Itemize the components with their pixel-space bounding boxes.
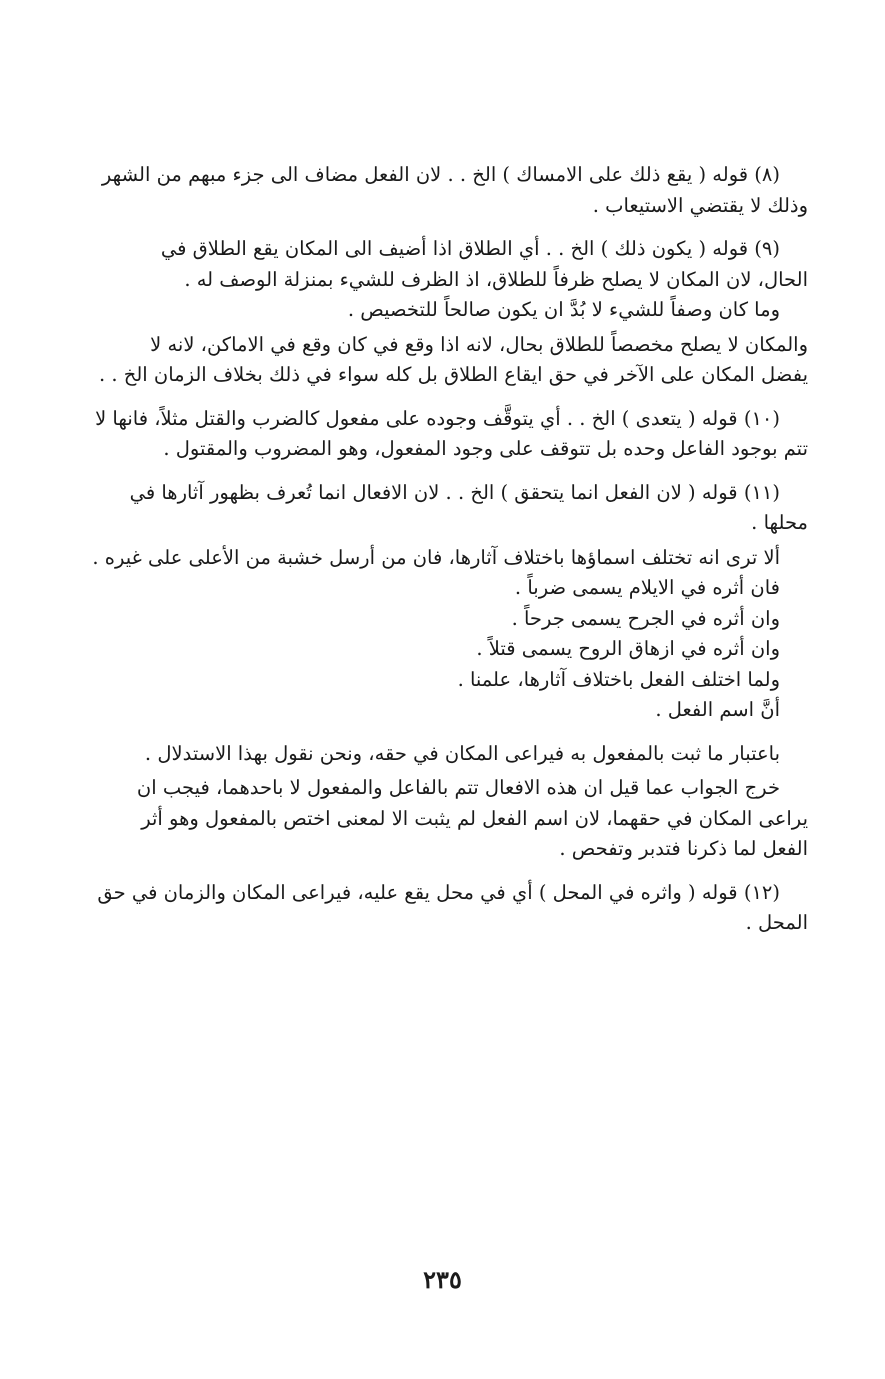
- text-line: والمكان لا يصلح مخصصاً للطلاق بحال، لانه اذا وقع في كان وقع في الاماكن، لانه لا: [150, 332, 808, 356]
- text-line: (١١) قوله ( لان الفعل انما يتحقق ) الخ . . لان الافعال انما تُعرف بظهور آثارها في: [129, 480, 780, 504]
- note-11-continuation-2: [118, 773, 808, 865]
- note-10: [95, 404, 808, 465]
- text-line: وان أثره في ازهاق الروح يسمى قتلاً .: [476, 637, 780, 660]
- text-line: الفعل لما ذكرنا فتدبر وتفحص .: [559, 837, 808, 860]
- note-11-examples: [92, 543, 808, 726]
- note-9-continuation: [98, 330, 808, 391]
- note-12: [97, 878, 808, 939]
- text-line: (٩) قوله ( يكون ذلك ) الخ . . أي الطلاق اذا أضيف الى المكان يقع الطلاق في: [160, 237, 780, 260]
- page-number: ٢٣٥: [423, 1265, 462, 1294]
- page-body: [92, 160, 808, 952]
- text-line: (١٠) قوله ( يتعدى ) الخ . . أي يتوقَّف وجوده على مفعول كالضرب والقتل مثلاً، فانها لا: [95, 406, 780, 430]
- note-9: [118, 234, 808, 326]
- note-11: [118, 478, 808, 539]
- text-line: فان أثره في الايلام يسمى ضرباً .: [514, 576, 780, 599]
- text-line: (١٢) قوله ( واثره في المحل ) أي في محل يقع عليه، فيراعى المكان والزمان في حق: [97, 880, 780, 904]
- text-line: محلها .: [751, 511, 808, 534]
- text-line: ولما اختلف الفعل باختلاف آثارها، علمنا .: [457, 667, 780, 691]
- text-line: خرج الجواب عما قيل ان هذه الافعال تتم بالفاعل والمفعول لا باحدهما، فيجب ان: [136, 776, 780, 799]
- text-line: وان أثره في الجرح يسمى جرحاً .: [511, 606, 780, 630]
- note-8: [101, 160, 808, 221]
- text-line: المحل .: [745, 911, 808, 934]
- text-line: يراعى المكان في حقهما، لان اسم الفعل لم يثبت الا لمعنى اختص بالمفعول وهو أثر: [141, 806, 808, 830]
- text-line: وما كان وصفاً للشيء لا بُدَّ ان يكون صالحاً للتخصيص .: [347, 298, 780, 321]
- text-line: يفضل المكان على الآخر في حق ايقاع الطلاق بل كله سواء في ذلك بخلاف الزمان الخ . .: [98, 363, 808, 386]
- text-line: الحال، لان المكان لا يصلح ظرفاً للطلاق، اذ الظرف للشيء بمنزلة الوصف له .: [184, 267, 808, 291]
- text-line: (٨) قوله ( يقع ذلك على الامساك ) الخ . . لان الفعل مضاف الى جزء مبهم من الشهر: [101, 163, 780, 186]
- text-line: باعتبار ما ثبت بالمفعول به فيراعى المكان في حقه، ونحن نقول بهذا الاستدلال .: [144, 741, 780, 765]
- text-line: ألا ترى انه تختلف اسماؤها باختلاف آثارها، فان من أرسل خشبة من الأعلى على غيره .: [92, 545, 780, 569]
- text-line: تتم بوجود الفاعل وحده بل تتوقف على وجود المفعول، وهو المضروب والمقتول .: [163, 437, 808, 460]
- text-line: أنَّ اسم الفعل .: [655, 698, 780, 721]
- note-11-continuation-1: [118, 739, 808, 770]
- text-line: وذلك لا يقتضي الاستيعاب .: [592, 193, 808, 217]
